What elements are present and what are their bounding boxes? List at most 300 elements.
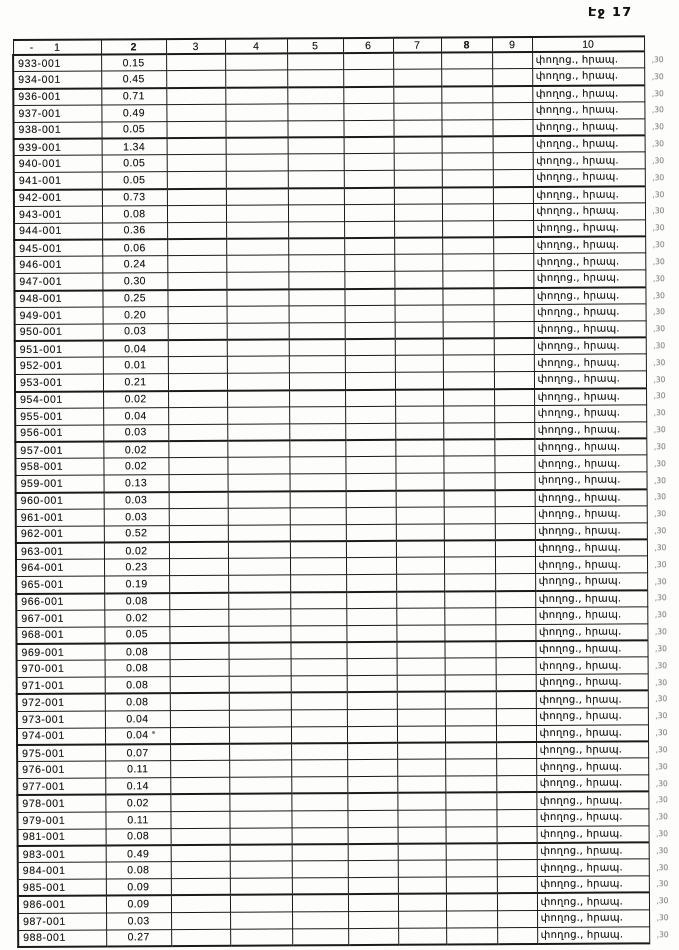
cell-empty <box>494 338 534 355</box>
cell-id: 974-001 <box>17 728 105 745</box>
cell-id: 966-001 <box>16 593 104 610</box>
cell-empty <box>397 793 445 810</box>
cell-empty <box>495 590 535 607</box>
cell-empty <box>292 844 348 861</box>
cell-empty <box>494 422 534 439</box>
cell-empty <box>443 422 494 439</box>
cell-empty <box>444 641 495 658</box>
cell-empty <box>441 103 492 120</box>
cell-empty <box>168 390 227 407</box>
cell-note: փողոց., հրապ. <box>537 910 649 927</box>
cell-empty <box>226 154 288 171</box>
cell-empty <box>167 172 226 189</box>
cell-empty <box>494 304 534 321</box>
cell-empty <box>347 692 397 709</box>
cell-empty <box>287 87 343 104</box>
cell-empty <box>167 289 226 306</box>
cell-empty <box>289 440 345 457</box>
cell-empty <box>230 827 292 844</box>
margin-mark: ,30 <box>651 122 664 132</box>
cell-id: 952-001 <box>15 357 103 374</box>
cell-empty <box>226 289 288 306</box>
cell-empty <box>344 221 394 238</box>
margin-mark: ,30 <box>653 459 666 469</box>
cell-note: փողոց., հրապ. <box>533 186 645 203</box>
cell-empty <box>290 491 346 508</box>
cell-empty <box>227 440 289 457</box>
cell-empty <box>394 170 442 187</box>
cell-value: 0.07 <box>105 744 170 761</box>
cell-empty <box>288 154 344 171</box>
cell-empty <box>171 845 230 862</box>
cell-id: 979-001 <box>17 812 105 829</box>
cell-value: 0.45 <box>101 71 166 88</box>
cell-empty <box>445 776 496 793</box>
column-header: 7 <box>393 38 441 53</box>
cell-empty <box>394 254 442 271</box>
cell-empty <box>228 508 290 525</box>
cell-empty <box>397 726 445 743</box>
cell-empty <box>289 457 345 474</box>
cell-note: փողոց., հրապ. <box>535 607 647 624</box>
cell-empty <box>168 407 227 424</box>
cell-empty <box>291 810 347 827</box>
cell-empty <box>443 456 494 473</box>
margin-mark: ,30 <box>652 240 665 250</box>
cell-empty <box>170 777 229 794</box>
cell-empty <box>347 810 397 827</box>
margin-mark: ,30 <box>654 475 667 485</box>
cell-empty <box>443 355 494 372</box>
cell-empty <box>398 860 446 877</box>
cell-id: 961-001 <box>16 509 104 526</box>
cell-empty <box>443 439 494 456</box>
cell-empty <box>445 793 496 810</box>
cell-note: փողոց., հրապ. <box>535 640 647 657</box>
cell-note: փողոց., հրապ. <box>535 573 647 590</box>
cell-id: 951-001 <box>15 341 103 358</box>
cell-empty <box>442 271 493 288</box>
cell-empty <box>492 86 532 103</box>
cell-note: փողոց., հրապ. <box>532 85 644 102</box>
cell-empty <box>443 406 494 423</box>
cell-value: 0.02 <box>103 391 168 408</box>
cell-empty <box>230 861 292 878</box>
cell-id: 953-001 <box>15 374 103 391</box>
margin-mark: ,30 <box>653 358 666 368</box>
cell-empty <box>169 626 228 643</box>
cell-empty <box>394 137 442 154</box>
cell-empty <box>492 69 532 86</box>
cell-value: 0.05 <box>104 626 169 643</box>
cell-empty <box>343 86 393 103</box>
margin-mark: ,30 <box>654 526 667 536</box>
cell-id: 971-001 <box>17 677 105 694</box>
cell-note: փողոց., հրապ. <box>534 405 646 422</box>
cell-empty <box>168 323 227 340</box>
cell-empty <box>344 171 394 188</box>
cell-note: փողոց., հրապ. <box>535 539 647 556</box>
cell-empty <box>347 743 397 760</box>
cell-empty <box>288 205 344 222</box>
cell-empty <box>226 239 288 256</box>
cell-empty <box>446 860 497 877</box>
margin-mark: ,30 <box>655 761 668 771</box>
cell-value: 0.05 <box>102 155 167 172</box>
cell-empty <box>442 254 493 271</box>
cell-value: 0.08 <box>104 643 169 660</box>
cell-empty <box>446 826 497 843</box>
cell-empty <box>228 541 290 558</box>
cell-empty <box>394 271 442 288</box>
cell-note: փողոց., հրապ. <box>536 674 648 691</box>
cell-empty <box>230 844 292 861</box>
cell-empty <box>396 524 444 541</box>
column-header: 3 <box>166 39 225 54</box>
cell-empty <box>495 473 535 490</box>
cell-empty <box>225 87 287 104</box>
scan-speck <box>30 47 33 49</box>
cell-id: 965-001 <box>16 576 104 593</box>
cell-id: 970-001 <box>17 660 105 677</box>
cell-empty <box>229 659 291 676</box>
cell-id: 973-001 <box>17 711 105 728</box>
cell-empty <box>227 356 289 373</box>
cell-empty <box>445 742 496 759</box>
cell-empty <box>398 827 446 844</box>
cell-empty <box>169 542 228 559</box>
cell-note: փողոց., հրապ. <box>537 893 649 910</box>
cell-empty <box>397 692 445 709</box>
cell-empty <box>226 222 288 239</box>
cell-empty <box>494 456 534 473</box>
cell-empty <box>226 171 288 188</box>
margin-mark: ,30 <box>651 71 664 82</box>
cell-id: 958-001 <box>15 458 103 475</box>
cell-empty <box>496 725 536 742</box>
cell-value: 0.03 <box>103 323 168 340</box>
cell-empty <box>169 575 228 592</box>
cell-empty <box>493 254 533 271</box>
cell-empty <box>494 355 534 372</box>
cell-empty <box>395 355 443 372</box>
cell-empty <box>495 557 535 574</box>
cell-id: 969-001 <box>16 643 104 660</box>
cell-empty <box>441 120 492 137</box>
cell-empty <box>494 321 534 338</box>
cell-empty <box>171 929 230 946</box>
cell-empty <box>497 826 537 843</box>
cell-empty <box>495 490 535 507</box>
cell-empty <box>168 441 227 458</box>
cell-note: փողոց., հրապ. <box>535 523 647 540</box>
margin-mark: ,30 <box>651 88 664 98</box>
cell-note: փողոց., հրապ. <box>532 51 644 68</box>
cell-empty <box>493 271 533 288</box>
cell-empty <box>289 356 345 373</box>
cell-empty <box>445 692 496 709</box>
cell-empty <box>167 222 226 239</box>
cell-empty <box>396 574 444 591</box>
cell-note: փողոց., հրապ. <box>533 236 645 253</box>
cell-empty <box>287 104 343 121</box>
cell-empty <box>170 693 229 710</box>
cell-empty <box>396 642 444 659</box>
cell-empty <box>347 726 397 743</box>
cell-empty <box>397 742 445 759</box>
cell-empty <box>227 390 289 407</box>
cell-note: փողոց., հրապ. <box>535 556 647 573</box>
margin-mark: ,30 <box>652 290 665 300</box>
cell-empty <box>227 306 289 323</box>
cell-empty <box>343 53 393 70</box>
cell-value: 0.06 <box>102 239 167 256</box>
margin-mark: ,30 <box>652 257 665 267</box>
cell-empty <box>443 305 494 322</box>
cell-empty <box>290 507 346 524</box>
cell-empty <box>170 811 229 828</box>
cell-empty <box>446 877 497 894</box>
cell-empty <box>171 895 230 912</box>
cell-empty <box>227 323 289 340</box>
margin-mark: ,30 <box>655 728 668 738</box>
cell-empty <box>444 507 495 524</box>
margin-mark: ,30 <box>655 711 668 721</box>
cell-empty <box>227 373 289 390</box>
cell-empty <box>291 794 347 811</box>
cell-empty <box>171 912 230 929</box>
cell-id: 986-001 <box>18 896 106 913</box>
cell-empty <box>228 525 290 542</box>
margin-mark: ,30 <box>652 156 665 166</box>
cell-note: փողոց., հրապ. <box>535 489 647 506</box>
cell-empty <box>290 474 346 491</box>
cell-empty <box>398 911 446 928</box>
cell-empty <box>229 710 291 727</box>
cell-empty <box>170 660 229 677</box>
cell-empty <box>397 776 445 793</box>
cell-empty <box>394 288 442 305</box>
margin-mark: ,30 <box>654 543 667 553</box>
cell-empty <box>494 405 534 422</box>
cell-empty <box>496 708 536 725</box>
cell-empty <box>441 69 492 86</box>
cell-empty <box>292 861 348 878</box>
cell-id: 941-001 <box>14 172 102 189</box>
cell-id: 950-001 <box>15 324 103 341</box>
cell-note: փողոց., հրապ. <box>537 825 649 842</box>
cell-empty <box>493 170 533 187</box>
cell-id: 967-001 <box>16 610 104 627</box>
cell-id: 962-001 <box>16 526 104 543</box>
cell-empty <box>169 559 228 576</box>
margin-mark: ,30 <box>653 307 666 317</box>
cell-id: 946-001 <box>14 256 102 273</box>
cell-value: 0.25 <box>102 290 167 307</box>
cell-empty <box>168 374 227 391</box>
cell-note: փողոց., հրապ. <box>534 304 646 321</box>
margin-mark: ,30 <box>652 223 665 233</box>
cell-empty <box>441 86 492 103</box>
cell-empty <box>347 709 397 726</box>
cell-empty <box>170 794 229 811</box>
cell-note: փողոց., հրապ. <box>532 102 644 119</box>
cell-note: փողոց., հրապ. <box>537 876 649 893</box>
scan-speck <box>152 731 155 734</box>
cell-empty <box>167 273 226 290</box>
cell-empty <box>291 693 347 710</box>
cell-value: 0.01 <box>103 357 168 374</box>
cell-empty <box>287 70 343 87</box>
cell-empty <box>393 53 441 70</box>
cell-value: 0.19 <box>104 576 169 593</box>
cell-id: 972-001 <box>17 694 105 711</box>
cell-empty <box>288 289 344 306</box>
cell-value: 0.04 <box>103 340 168 357</box>
cell-empty <box>496 658 536 675</box>
cell-note: փողոց., հրապ. <box>536 792 648 809</box>
cell-empty <box>167 188 226 205</box>
cell-note: փողոց., հրապ. <box>537 859 649 876</box>
cell-value: 0.27 <box>106 929 171 946</box>
cell-value: 0.02 <box>103 458 168 475</box>
cell-empty <box>227 339 289 356</box>
cell-value: 0.49 <box>106 845 171 862</box>
cell-value: 0.08 <box>105 694 170 711</box>
cell-empty <box>496 691 536 708</box>
cell-empty <box>166 71 225 88</box>
column-header: 2 <box>101 39 166 54</box>
cell-empty <box>494 389 534 406</box>
cell-empty <box>170 710 229 727</box>
cell-empty <box>166 87 225 104</box>
cell-empty <box>496 742 536 759</box>
cell-value: 0.71 <box>101 88 166 105</box>
cell-empty <box>291 676 347 693</box>
cell-empty <box>495 523 535 540</box>
margin-mark: ,30 <box>654 492 667 502</box>
cell-empty <box>229 693 291 710</box>
cell-empty <box>168 458 227 475</box>
cell-value: 0.08 <box>105 677 170 694</box>
cell-empty <box>443 389 494 406</box>
cell-empty <box>291 760 347 777</box>
cell-empty <box>287 120 343 137</box>
cell-empty <box>443 338 494 355</box>
cell-empty <box>171 828 230 845</box>
cell-empty <box>395 305 443 322</box>
margin-mark: ,30 <box>656 846 669 856</box>
cell-empty <box>344 154 394 171</box>
cell-empty <box>291 709 347 726</box>
cell-empty <box>495 641 535 658</box>
cell-empty <box>395 339 443 356</box>
margin-mark: ,30 <box>655 677 668 687</box>
cell-empty <box>292 911 348 928</box>
cell-empty <box>290 541 346 558</box>
cell-value: 0.02 <box>104 609 169 626</box>
cell-empty <box>166 104 225 121</box>
cell-empty <box>396 625 444 642</box>
cell-id: 984-001 <box>18 862 106 879</box>
cell-empty <box>442 221 493 238</box>
cell-empty <box>291 777 347 794</box>
cell-id: 936-001 <box>13 88 101 105</box>
cell-empty <box>226 205 288 222</box>
cell-empty <box>444 523 495 540</box>
cell-empty <box>442 237 493 254</box>
cell-empty <box>167 239 226 256</box>
cell-note: փողոց., հրապ. <box>532 119 644 136</box>
cell-empty <box>344 272 394 289</box>
cell-empty <box>343 103 393 120</box>
cell-note: փողոց., հրապ. <box>534 337 646 354</box>
cell-empty <box>345 322 395 339</box>
cell-id: 976-001 <box>17 761 105 778</box>
cell-empty <box>497 893 537 910</box>
cell-empty <box>345 373 395 390</box>
cell-id: 943-001 <box>14 206 102 223</box>
cell-empty <box>228 592 290 609</box>
cell-empty <box>169 592 228 609</box>
cell-empty <box>229 727 291 744</box>
cell-empty <box>493 203 533 220</box>
margin-mark: ,30 <box>654 576 667 586</box>
cell-empty <box>395 372 443 389</box>
cell-empty <box>346 490 396 507</box>
cell-empty <box>345 356 395 373</box>
data-table <box>12 35 679 948</box>
cell-empty <box>170 761 229 778</box>
cell-empty <box>166 54 225 71</box>
margin-mark: ,30 <box>653 324 666 334</box>
margin-spacer <box>644 36 677 51</box>
cell-empty <box>393 103 441 120</box>
cell-value: 0.04 <box>105 710 170 727</box>
cell-empty <box>170 727 229 744</box>
cell-empty <box>495 607 535 624</box>
cell-empty <box>344 255 394 272</box>
cell-empty <box>291 726 347 743</box>
cell-value: 0.52 <box>104 525 169 542</box>
cell-empty <box>493 187 533 204</box>
cell-note: փողոց., հրապ. <box>533 203 645 220</box>
margin-mark: ,30 <box>655 745 668 755</box>
margin-mark: ,30 <box>656 829 669 839</box>
margin-mark: ,30 <box>656 896 669 906</box>
margin-mark: ,30 <box>654 593 667 603</box>
cell-value: 0.03 <box>106 912 171 929</box>
cell-empty <box>226 272 288 289</box>
cell-empty <box>229 794 291 811</box>
cell-empty <box>444 591 495 608</box>
cell-value: 0.09 <box>106 896 171 913</box>
cell-empty <box>229 760 291 777</box>
cell-id: 945-001 <box>14 240 102 257</box>
cell-note: փողոց., հրապ. <box>533 135 645 152</box>
cell-empty <box>345 423 395 440</box>
cell-value: 0.03 <box>104 492 169 509</box>
cell-empty <box>445 759 496 776</box>
margin-mark: ,30 <box>655 694 668 704</box>
cell-id: 956-001 <box>15 425 103 442</box>
cell-empty <box>292 827 348 844</box>
cell-empty <box>445 725 496 742</box>
cell-empty <box>169 474 228 491</box>
cell-empty <box>288 137 344 154</box>
cell-empty <box>441 52 492 69</box>
cell-id: 981-001 <box>18 829 106 846</box>
